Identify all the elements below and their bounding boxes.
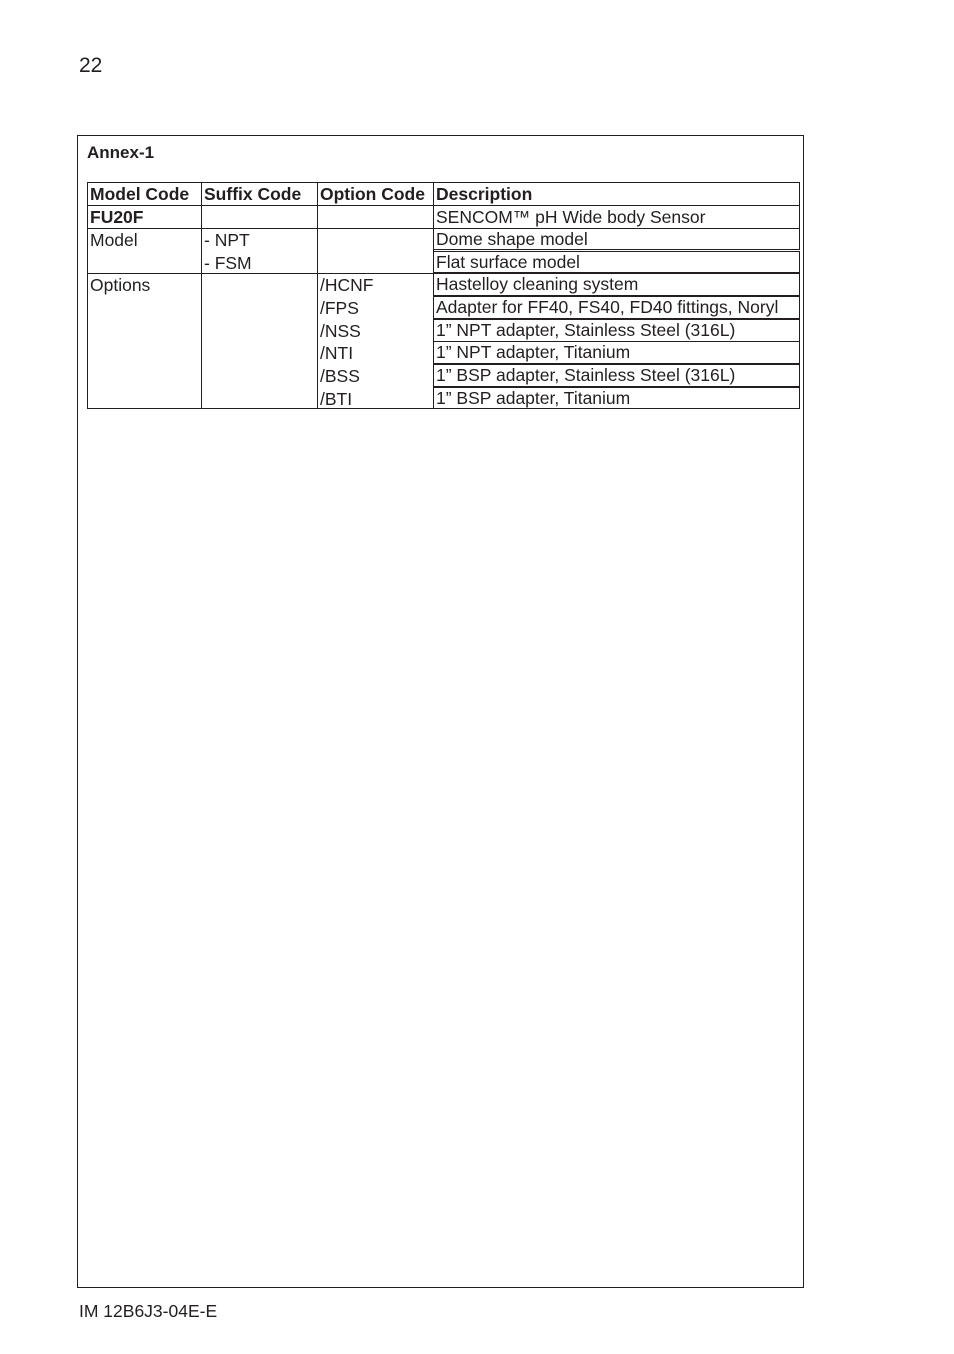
option-code-list [317, 273, 434, 409]
model-description-dome: Dome shape model [433, 228, 800, 250]
option-code-hcnf: /HCNF [320, 275, 374, 295]
model-description-flat: Flat surface model [433, 251, 800, 273]
model-suffix-list [201, 228, 318, 274]
document-id: IM 12B6J3-04E-E [79, 1301, 218, 1321]
base-model-option-empty [317, 205, 434, 229]
content-frame [77, 135, 804, 1288]
header-description: Description [433, 182, 800, 206]
header-suffix-code: Suffix Code [201, 182, 318, 206]
base-model-code: FU20F [87, 205, 202, 229]
option-description-nti: 1” NPT adapter, Titanium [433, 341, 800, 364]
option-description-bss: 1” BSP adapter, Stainless Steel (316L) [433, 364, 800, 387]
options-suffix-empty [201, 273, 318, 409]
base-model-suffix-empty [201, 205, 318, 229]
model-option-empty [317, 228, 434, 274]
base-model-description: SENCOM™ pH Wide body Sensor [433, 205, 800, 229]
page-number: 22 [79, 54, 103, 77]
spec-table [87, 182, 800, 409]
model-group-label: Model [87, 228, 202, 274]
suffix-npt: - NPT [204, 230, 250, 250]
option-code-nti: /NTI [320, 343, 354, 364]
header-option-code: Option Code [317, 182, 434, 206]
option-code-fps: /FPS [320, 297, 359, 318]
option-description-fps: Adapter for FF40, FS40, FD40 fittings, Noryl [433, 296, 800, 319]
annex-title: Annex-1 [87, 143, 155, 162]
option-description-nss: 1” NPT adapter, Stainless Steel (316L) [433, 319, 800, 342]
option-description-hcnf: Hastelloy cleaning system [433, 273, 800, 296]
suffix-fsm: - FSM [204, 252, 252, 273]
option-code-nss: /NSS [320, 320, 361, 341]
option-description-bti: 1” BSP adapter, Titanium [433, 387, 800, 409]
option-code-bti: /BTI [320, 388, 353, 409]
header-model-code: Model Code [87, 182, 202, 206]
options-group-label: Options [87, 273, 202, 409]
option-code-bss: /BSS [320, 366, 360, 387]
